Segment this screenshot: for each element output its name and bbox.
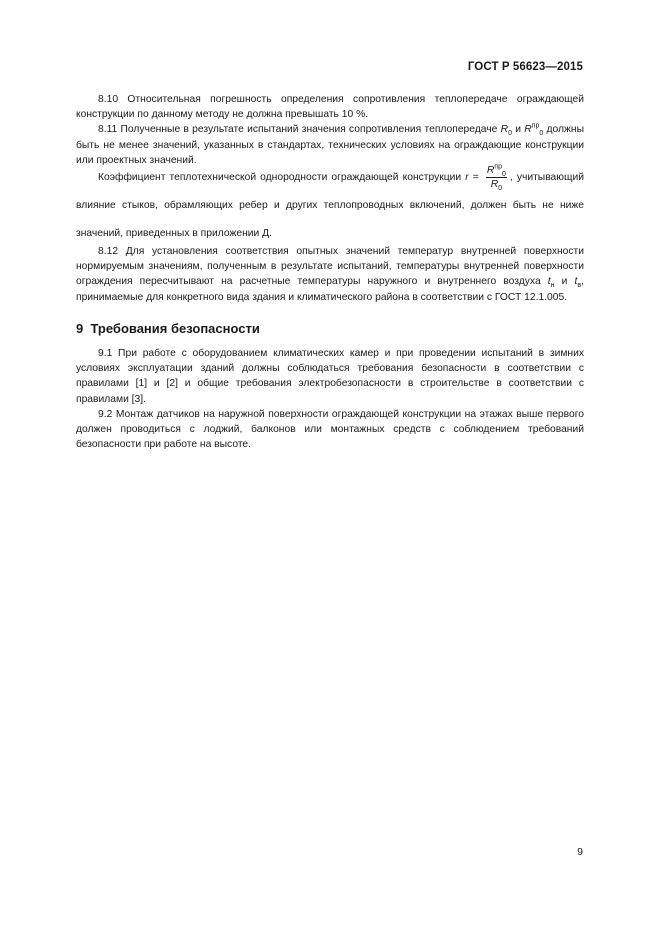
superscript: пр (531, 122, 540, 130)
section-title: Требования безопасности (90, 320, 260, 336)
symbol-tn: t (547, 276, 551, 288)
equals-sign: = (468, 172, 483, 184)
paragraph-text: 8.11 Полученные в результате испытаний значения сопротивления теплопередаче (98, 124, 501, 136)
paragraph-homogeneity-coefficient (76, 164, 584, 248)
paragraph-8-12 (76, 244, 584, 305)
formula-fraction (486, 165, 507, 190)
paragraph-9-1: 9.1 При работе с оборудованием климатических камер и при проведении испытаний в зимних условиях эксплуатации зданий должны соблюдаться требования безопасности в соответствии с правилами [1] и [2] и общие требования электробезопасности в строительстве в соответствии с правилами [3]. (76, 348, 584, 405)
numerator-symbol: R (486, 164, 495, 176)
paragraph-text: 8.12 Для установления соответствия опытных значений температур внутренней поверхности нормируемым значениям, полученным в результате испытаний, температуры внутренней поверхности ограждения пересчитывают на расчетные температуры наружного и внутреннего воздуха (76, 246, 584, 288)
conjunction: и (554, 276, 575, 288)
fraction-denominator (486, 178, 507, 190)
fraction-numerator (486, 165, 507, 178)
symbol-r0: R (500, 124, 509, 136)
subscript: в (577, 282, 582, 290)
paragraph-9-2: 9.2 Монтаж датчиков на наружной поверхности ограждающей конструкции на этажах выше первого должен проводиться с лоджий, балконов или монтажных средств с соблюдением требований безопасности при работе на высоте. (76, 408, 584, 451)
symbol-tv: t (574, 276, 578, 288)
subscript: н (550, 282, 555, 290)
paragraph-text: должны быть не менее значений, указанных в стандартах, технических условиях на ограждающие конструкции или проектных значений. (76, 124, 584, 166)
page-content (76, 92, 584, 452)
numerator-superscript: пр (494, 163, 502, 171)
conjunction: и (511, 124, 525, 136)
denominator-subscript: 0 (498, 184, 503, 192)
section-heading (76, 321, 584, 336)
symbol-r0-pr: R (524, 124, 532, 136)
paragraph-text: , принимаемые для конкретного вида здания и климатического района в соответствии с ГОСТ 12.1.005. (76, 276, 584, 303)
page-number: 9 (577, 846, 583, 858)
document-header: ГОСТ Р 56623—2015 (467, 61, 583, 73)
paragraph-text: , учитывающий влияние стыков, обрамляющих ребер и других теплопроводных включений, должен быть не ниже значений, приведенных в приложении Д. (76, 172, 584, 240)
subscript: 0 (539, 130, 544, 138)
denominator-symbol: R (490, 178, 499, 190)
symbol-r: r (465, 172, 469, 184)
section-number: 9 (76, 320, 84, 336)
paragraph-text: Коэффициент теплотехнической однородности ограждающей конструкции (98, 172, 466, 184)
paragraph-8-11 (76, 122, 584, 171)
numerator-subscript: 0 (501, 170, 506, 178)
paragraph-8-10: 8.10 Относительная погрешность определения сопротивления теплопередаче ограждающей конструкции по данному методу не должна превышать 10 %. (76, 94, 584, 121)
subscript: 0 (508, 130, 512, 138)
